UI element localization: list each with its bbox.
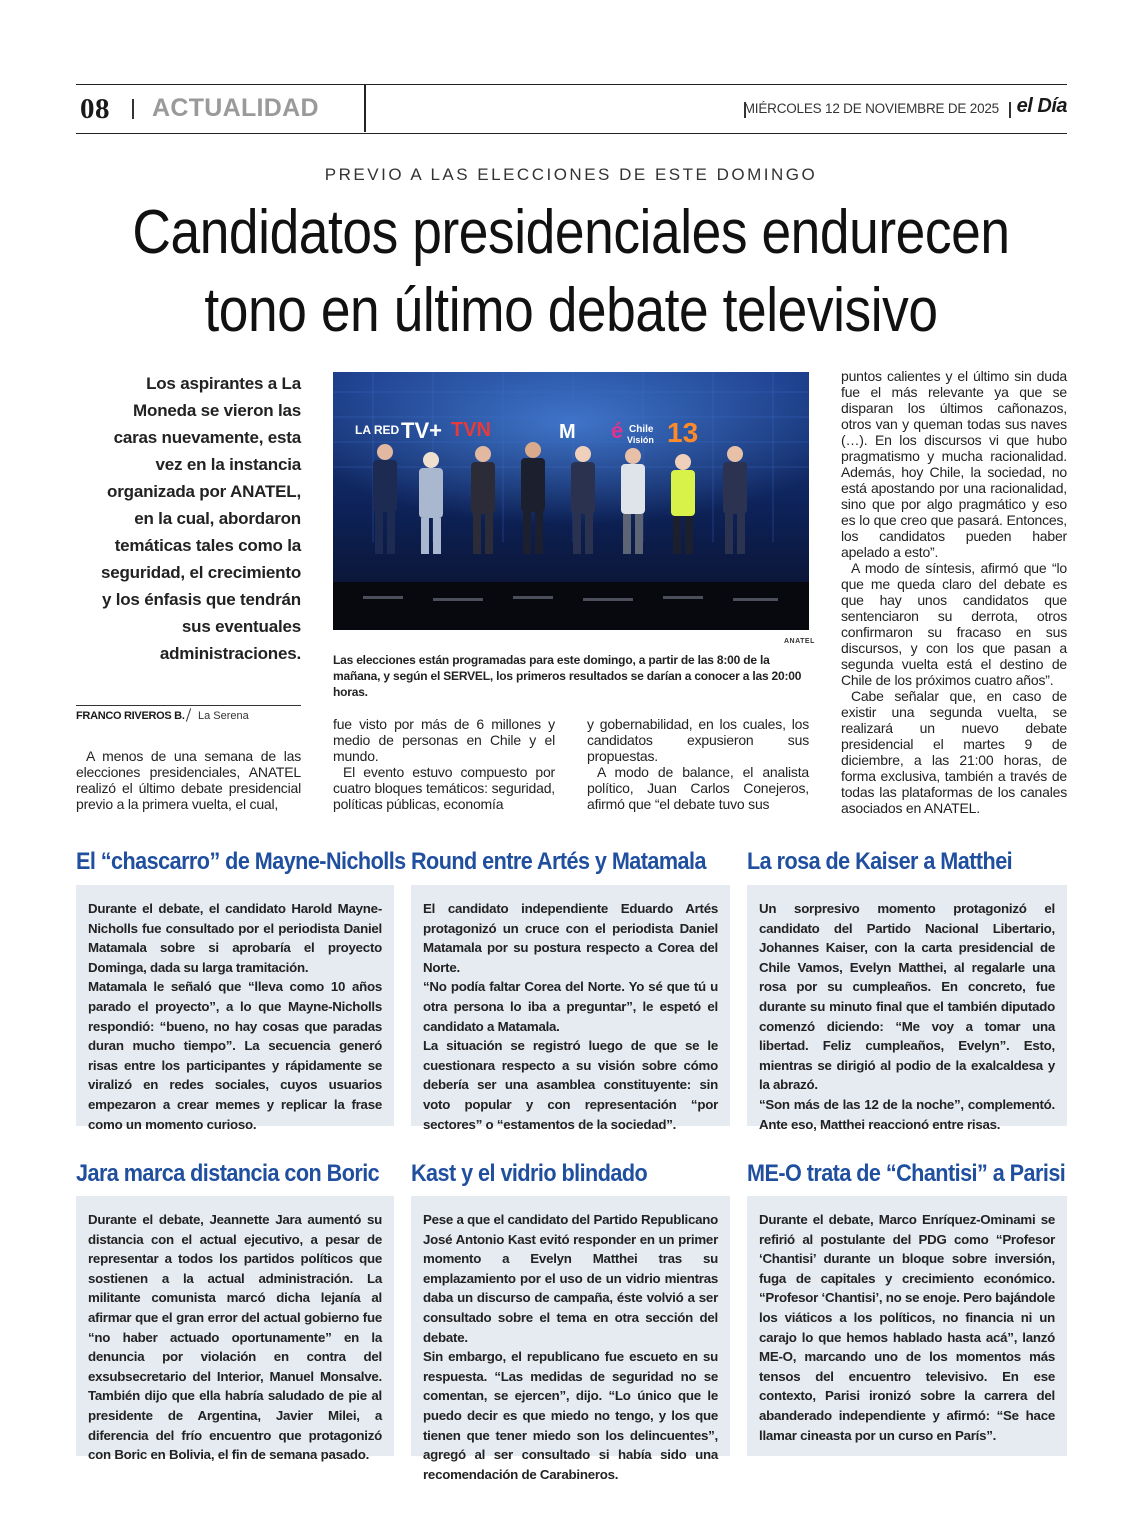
- sidebar-box: [76, 885, 394, 1132]
- body-column-4: [841, 368, 1067, 816]
- body-paragraph: y gobernabilidad, en los cuales, los candidatos expusieron sus propuestas.: [587, 716, 809, 764]
- logo-tv-plus: TV+: [401, 418, 442, 443]
- body-paragraph: fue visto por más de 6 millones y medio de personas en Chile y el mundo.: [333, 716, 555, 764]
- header-divider: [132, 99, 134, 119]
- logo-chilevision: é: [611, 418, 624, 443]
- byline-separator: [186, 708, 191, 722]
- body-paragraph: El evento estuvo compuesto por cuatro bloques temáticos: seguridad, políticas públicas, economía: [333, 764, 555, 812]
- svg-text:Visión: Visión: [627, 435, 654, 445]
- body-column-2: [333, 716, 555, 812]
- box-paragraph: Un sorpresivo momento protagonizó el candidato del Partido Nacional Libertario, Johannes Kaiser, con la carta presidencial de Chile Vamos, Evelyn Matthei, al regalarle una rosa por su cumpleaños. En concreto, fue durante su minuto final que el también diputado comenzó diciendo: “Me voy a tomar una libertad. Feliz cumpleaños, Evelyn”. Esto, mientras se dirigió al podio de la exalcaldesa y la abrazó.: [759, 901, 1055, 1093]
- author-location: La Serena: [198, 710, 249, 722]
- box-title: Jara marca distancia con Boric: [76, 1160, 380, 1187]
- body-column-1: [76, 748, 301, 812]
- svg-text:Chile: Chile: [629, 424, 654, 435]
- page-header: [76, 84, 1067, 134]
- article-headline: Candidatos presidenciales endurecen tono en último debate televisivo: [132, 198, 1010, 345]
- sidebar-box: [76, 1196, 394, 1463]
- logo-canal-13: 13: [667, 417, 699, 448]
- box-paragraph: “Son más de las 12 de la noche”, complementó. Ante eso, Matthei reaccionó entre risas.: [759, 1096, 1055, 1132]
- body-paragraph: A menos de una semana de las elecciones presidenciales, ANATEL realizó el último debate presidencial previo a la primera vuelta, el cual,: [76, 748, 301, 812]
- box-title: Round entre Artés y Matamala: [411, 848, 706, 875]
- header-divider-brand: [1009, 102, 1011, 118]
- logo-la-red: LA RED: [355, 423, 400, 437]
- byline: [76, 705, 301, 722]
- author-name: FRANCO RIVEROS B.: [76, 710, 185, 722]
- box-paragraph: El candidato independiente Eduardo Artés protagonizó un cruce con el periodista Daniel Matamala por su postura respecto a Corea del Norte.: [423, 901, 718, 975]
- article-lead: Los aspirantes a La Moneda se vieron las caras nuevamente, esta vez en la instancia organizada por ANATEL, en la cual, abordaron temáticas tales como la seguridad, el crecimiento y los énfasis que tendrán sus eventuales administraciones.: [100, 374, 301, 663]
- issue-date: MIÉRCOLES 12 DE NOVIEMBRE DE 2025: [743, 101, 999, 116]
- logo-mega: M: [559, 421, 576, 443]
- photo-credit: ANATEL: [784, 638, 815, 645]
- sidebar-box: [411, 885, 730, 1132]
- sidebar-box: [747, 885, 1067, 1132]
- logo-tvn: TVN: [451, 419, 491, 441]
- newspaper-logo: el Día: [1016, 95, 1067, 117]
- photo-caption: Las elecciones están programadas para este domingo, a partir de las 8:00 de la mañana, y según el SERVEL, los primeros resultados se darían a conocer a las 20:00 horas.: [333, 653, 802, 699]
- box-paragraph: Matamala le señaló que “lleva como 10 años parado el proyecto”, a lo que Mayne-Nicholls respondió: “bueno, no hay cosas que paradas duran mucho tiempo”. La secuencia generó risas entre los participantes y rápidamente se viralizó en redes sociales, cuyos usuarios empezaron a crear memes y replicar la frase como un momento curioso.: [88, 979, 382, 1132]
- box-paragraph: La situación se registró luego de que se le cuestionara respecto a su visión sobre cómo debería ser una asamblea constituyente: sin voto popular y con representación “por sectores” o “estamentos de la sociedad”.: [423, 1038, 718, 1132]
- box-title: ME-O trata de “Chantisi” a Parisi: [747, 1160, 1066, 1187]
- box-paragraph: Sin embargo, el republicano fue escueto en su respuesta. “Las medidas de seguridad no se comentan, se ejercen”, dijo. “Lo único que le puedo decir es que miedo no tengo, y los que tienen que tener miedo son los delincuentes”, agregó al ser consultado si había sido una recomendación de Carabineros.: [423, 1349, 718, 1482]
- sidebar-box: [411, 1196, 730, 1482]
- debate-photo: [333, 372, 809, 630]
- box-paragraph: Durante el debate, Marco Enríquez-Ominami se refirió al postulante del PDG como “Profesor ‘Chantisi’ durante un bloque sobre inversión, fuga de capitales y crecimiento económico. “Profesor ‘Chantisi’, no se enoje. Pero bajándole los viáticos a los políticos, no financia ni un carajo lo que hemos hablado hasta acá”, lanzó ME-O, marcando uno de los momentos más tensos del encuentro televisivo. En ese contexto, Parisi ironizó sobre la carrera del abanderado independiente y afirmó: “Se hace llamar cineasta por un curso en París”.: [759, 1212, 1055, 1443]
- body-column-3: [587, 716, 809, 812]
- header-vertical-rule: [364, 85, 366, 132]
- debate-stage-illustration: [333, 372, 809, 630]
- body-paragraph: puntos calientes y el último sin duda fue el más relevante ya que se disparan los últimos cañonazos, otros van y queman todas sus naves (…). En los discursos vi que hubo pragmatismo y mucha racionalidad. Además, hoy Chile, la sociedad, no está apostando por una racionalidad, sino que por algo pragmático y eso es lo que creo que pasará. Entonces, los candidatos pueden haber apelado a esto”.: [841, 368, 1067, 560]
- box-title: La rosa de Kaiser a Matthei: [747, 848, 1013, 875]
- article-kicker: PREVIO A LAS ELECCIONES DE ESTE DOMINGO: [324, 165, 818, 184]
- box-paragraph: “No podía faltar Corea del Norte. Yo sé que tú u otra persona lo iba a preguntar”, le espetó el candidato a Matamala.: [423, 979, 718, 1034]
- page-number: 08: [80, 93, 110, 125]
- sidebar-box: [747, 1196, 1067, 1456]
- body-paragraph: Cabe señalar que, en caso de existir una segunda vuelta, se realizará un nuevo debate presidencial el martes 9 de diciembre, a las 21:00 horas, de forma exclusiva, también a través de todas las plataformas de los canales asociados en ANATEL.: [841, 688, 1067, 816]
- body-paragraph: A modo de balance, el analista político, Juan Carlos Conejeros, afirmó que “el debate tuvo sus: [587, 764, 809, 812]
- body-paragraph: A modo de síntesis, afirmó que “lo que me queda claro del debate es que hay unos candidatos que sentenciaron su derrota, otros confirmaron su fracaso en sus discursos, y con los que pasan a segunda vuelta está el destino de Chile de los próximos cuatro años”.: [841, 560, 1067, 688]
- section-label: ACTUALIDAD: [152, 94, 319, 122]
- box-paragraph: Durante el debate, el candidato Harold Mayne-Nicholls fue consultado por el periodista Daniel Matamala sobre si aprobaría el proyecto Dominga, dada su larga tramitación.: [88, 901, 382, 975]
- box-paragraph: Pese a que el candidato del Partido Republicano José Antonio Kast evitó responder en un primer momento a Evelyn Matthei tras su emplazamiento por el uso de un vidrio mientras daba un discurso de campaña, éste volvió a ser consultado sobre el tema en otra sección del debate.: [423, 1212, 718, 1345]
- box-paragraph: Durante el debate, Jeannette Jara aumentó su distancia con el actual ejecutivo, a pesar de representar a todos los partidos políticos que sostienen a la actual administración. La militante comunista marcó dicha lejanía al afirmar que el gran error del actual gobierno fue “no haber actuado oportunamente” en la denuncia por violación en contra del exsubsecretario del Interior, Manuel Monsalve. También dijo que ella habría saludado de pie al presidente de Argentina, Javier Milei, a diferencia del frío encuentro que protagonizó con Boric en Bolivia, el fin de semana pasado.: [88, 1212, 382, 1463]
- box-title: El “chascarro” de Mayne-Nicholls: [76, 848, 406, 875]
- box-title: Kast y el vidrio blindado: [411, 1160, 648, 1187]
